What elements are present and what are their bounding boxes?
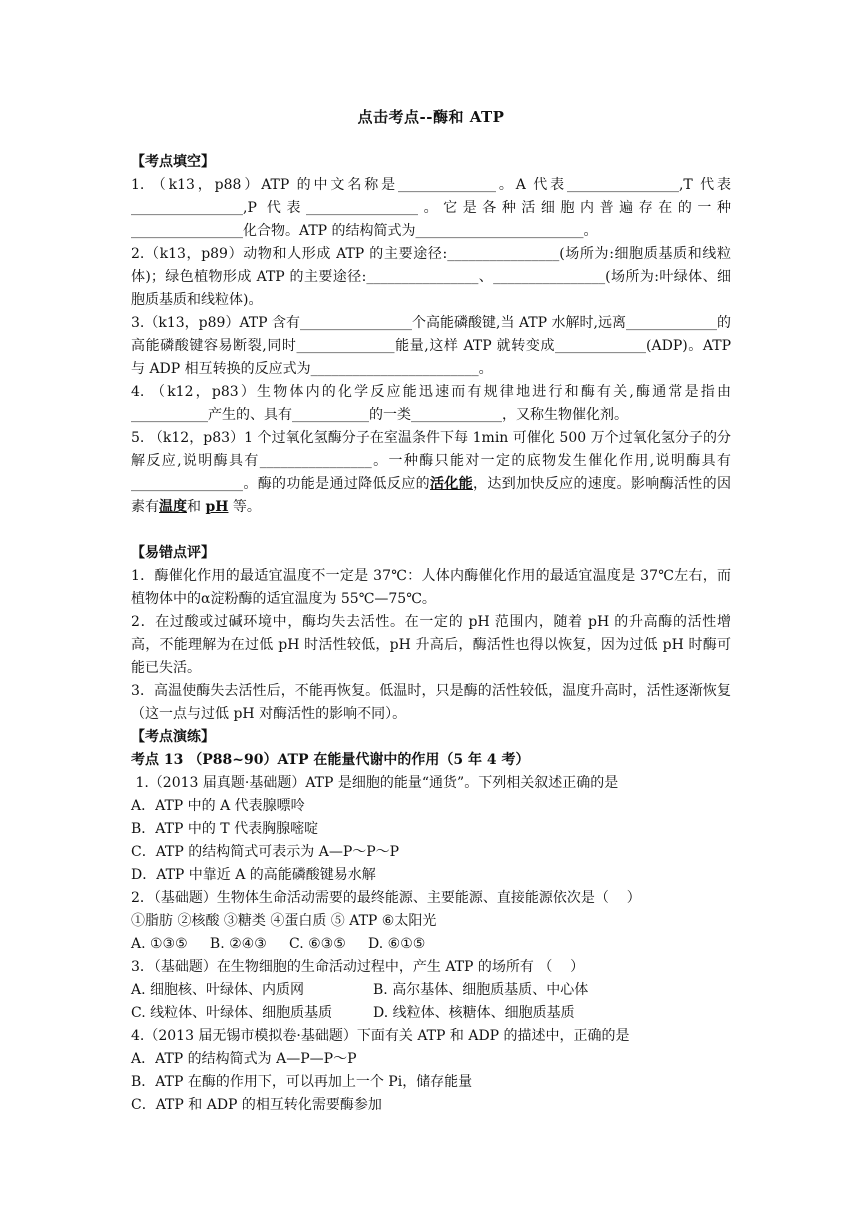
question-2-list: ①脂肪 ②核酸 ③糖类 ④蛋白质 ⑤ ATP ⑥太阳光 [131,913,437,929]
term-temperature: 温度 [159,499,187,515]
error-item-3: 3．高温使酶失去活性后，不能再恢复。低温时，只是酶的活性较低，温度升高时，活性逐渐恢复（这一点与过低 pH 对酶活性的影响不同）。 [131,683,731,722]
question-4-option-b: B．ATP 在酶的作用下，可以再加上一个 Pi，储存能量 [131,1074,473,1090]
question-4-option-c: C．ATP 和 ADP 的相互转化需要酶参加 [131,1097,382,1113]
fill-item-5-text-d: 等。 [228,499,261,515]
question-3-option-c: C. 线粒体、叶绿体、细胞质基质 [131,1005,333,1021]
fill-section-heading: 【考点填空】 [131,154,215,170]
fill-item-1: 1. （k13，p88）ATP 的中文名称是______________。A 代表________________,T 代表________________,P 代表________________。它是各种活细胞内普遍存在的一种________________化合物。ATP 的结构简式为________________________。 [131,177,731,239]
question-3-options-row-2 [131,1002,731,1025]
fill-item-5-text-a: 5. （k12，p83）1 个过氧化氢酶分子在室温条件下每 1min 可催化 500 万个过氧化氢分子的分解反应,说明酶具有________________。一种酶只能对一定的底物发生催化作用,说明酶具有________________。酶的功能是通过降低反应的 [131,430,731,492]
error-item-2: 2．在过酸或过碱环境中，酶均失去活性。在一定的 pH 范围内，随着 pH 的升高酶的活性增高，不能理解为在过低 pH 时活性较低，pH 升高后，酶活性也得以恢复，因为过低 pH 时酶可能已失活。 [131,614,731,676]
practice-section-heading: 【考点演练】 [131,729,215,745]
page-title: 点击考点--酶和 ATP [357,108,505,126]
question-1-option-d: D．ATP 中靠近 A 的高能磷酸键易水解 [131,867,376,883]
question-1-option-c: C．ATP 的结构简式可表示为 A—P～P～P [131,844,400,860]
question-2-options: A. ①③⑤ B. ②④③ C. ⑥③⑤ D. ⑥①⑤ [131,936,426,952]
question-2-stem: 2．（基础题）生物体生命活动需要的最终能源、主要能源、直接能源依次是（ ） [131,890,641,906]
term-ph: pH [205,499,229,515]
question-3-stem: 3．（基础题）在生物细胞的生命活动过程中，产生 ATP 的场所有 （ ） [131,959,585,975]
question-3-option-d: D. 线粒体、核糖体、细胞质基质 [373,1005,575,1021]
fill-item-5-text-b: ，达到加快反应的速度。影响酶活性的因素有 [131,476,732,515]
errors-section-heading: 【易错点评】 [131,545,215,561]
question-4-stem: 4.（2013 届无锡市模拟卷·基础题）下面有关 ATP 和 ADP 的描述中，正确的是 [131,1028,630,1044]
fill-item-4: 4. （k12，p83）生物体内的化学反应能迅速而有规律地进行和酶有关,酶通常是指由___________产生的、具有___________的一类_____________，又称生物催化剂。 [131,384,731,423]
error-item-1: 1．酶催化作用的最适宜温度不一定是 37℃：人体内酶催化作用的最适宜温度是 37℃左右，而植物体中的α淀粉酶的适宜温度为 55℃—75℃。 [131,568,731,607]
question-1-option-b: B．ATP 中的 T 代表胸腺嘧啶 [131,821,319,837]
question-4-option-a: A．ATP 的结构简式为 A—P—P～P [131,1051,357,1067]
question-3-option-a: A. 细胞核、叶绿体、内质网 [131,982,305,998]
fill-item-5-text-c: 和 [187,499,206,515]
question-3-option-b: B. 高尔基体、细胞质基质、中心体 [373,982,589,998]
question-1-option-a: A．ATP 中的 A 代表腺嘌呤 [131,798,305,814]
fill-item-5 [131,427,731,519]
fill-item-3: 3.（k13，p89）ATP 含有________________个高能磷酸键,当 ATP 水解时,远离_____________的高能磷酸键容易断裂,同时______________能量,这样 ATP 就转变成_____________(ADP)。ATP 与 ADP 相互转换的反应式为________________________。 [131,315,731,377]
fill-item-2: 2.（k13，p89）动物和人形成 ATP 的主要途径:________________(场所为:细胞质基质和线粒体)；绿色植物形成 ATP 的主要途径:________________、________________(场所为:叶绿体、细胞质基质和线粒体)。 [131,246,731,308]
question-3-options-row-1 [131,979,731,1002]
question-1-stem: 1.（2013 届真题·基础题）ATP 是细胞的能量“通货”。下列相关叙述正确的是 [131,775,619,791]
term-activation-energy: 活化能 [429,476,474,492]
practice-topic-heading: 考点 13 （P88~90）ATP 在能量代谢中的作用（5 年 4 考） [131,752,530,768]
document-content [131,106,731,1117]
